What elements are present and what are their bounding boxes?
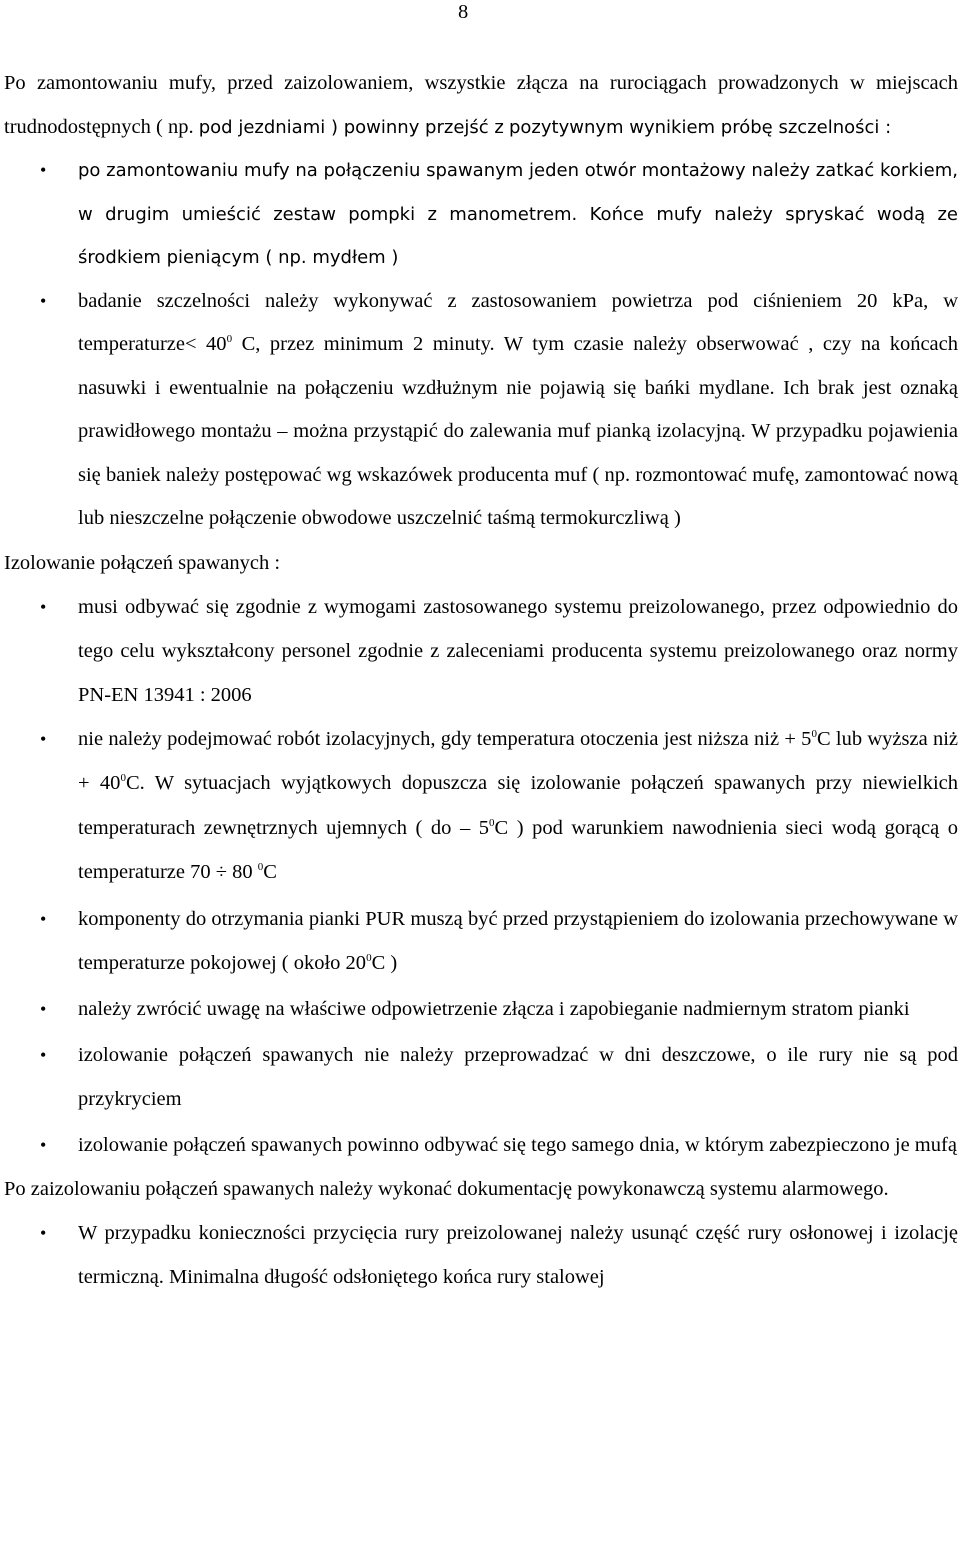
text-part: C ) pod warunkiem nawodnienia sieci wodą gorącą o temperaturze 70 ÷ 80	[78, 816, 958, 883]
superscript: 0	[811, 727, 817, 740]
superscript: 0	[366, 951, 372, 964]
intro-line-2-sans: pod jezdniami ) powinny przejść z	[198, 116, 504, 138]
insulation-rules-list	[4, 585, 958, 1167]
text-part: nie należy podejmować robót izolacyjnych, gdy temperatura otoczenia jest niższa niż + 5	[78, 727, 812, 750]
list-item-text: po zamontowaniu mufy na połączeniu spawanym jeden otwór montażowy należy zatkać korkiem, w drugim umieścić zestaw pompki z manometrem. Końce mufy należy spryskać wodą ze środkiem pieniącym ( np. mydłem )	[78, 160, 958, 268]
text-part: C. W sytuacjach wyjątkowych dopuszcza się izolowanie połączeń spawanych przy niewielkich temperaturach zewnętrznych ujemnych ( do – 5	[78, 772, 959, 839]
intro-line-1: Po zamontowaniu mufy, przed zaizolowaniem, wszystkie złącza na rurociągach	[4, 72, 707, 94]
intro-paragraph	[4, 62, 958, 149]
superscript: 0	[257, 861, 264, 874]
list-item-text: izolowanie połączeń spawanych nie należy przeprowadzać w dni deszczowe, o ile rury nie są pod przykryciem	[78, 1043, 958, 1110]
section-heading: Izolowanie połączeń spawanych :	[4, 551, 281, 574]
text-part: C, przez minimum 2 minuty. W tym czasie należy obserwować , czy na końcach nasuwki i ewentualnie na połączeniu wzdłużnym nie pojawią się bańki mydlane. Ich brak jest oznaką prawidłowego montażu – można przystąpić do zalewania muf pianką izolacyjną. W przypadku pojawienia się baniek należy postępować wg wskazówek producenta muf ( np. rozmontować mufę, zamontować nową lub nieszczelne połączenie obwodowe uszczelnić taśmą termokurczliwą )	[78, 333, 958, 529]
list-item	[4, 717, 958, 895]
list-item	[4, 585, 958, 717]
list-item-text	[78, 290, 958, 530]
list-item-text: izolowanie połączeń spawanych powinno odbywać się tego samego dnia, w którym zabezpieczono je mufą	[78, 1133, 957, 1156]
list-item-text: należy zwrócić uwagę na właściwe odpowietrzenie złącza i zapobieganie nadmiernym stratom pianki	[78, 997, 910, 1020]
page-number: 8	[458, 1, 469, 23]
bullet-icon: •	[40, 596, 47, 617]
text-part: C lub wyższa niż + 40	[78, 727, 959, 794]
list-item	[4, 1211, 958, 1299]
intro-line-2: prowadzonych w miejscach trudnodostępnych ( np.	[4, 72, 958, 138]
test-steps-list	[4, 149, 958, 541]
text-part: C )	[371, 951, 398, 974]
bullet-icon: •	[40, 908, 47, 929]
list-item-text	[78, 908, 958, 974]
text-part: C	[263, 861, 277, 883]
list-item-text	[78, 728, 958, 884]
bullet-icon: •	[40, 160, 47, 180]
list-item	[4, 280, 958, 541]
text-part: komponenty do otrzymania pianki PUR muszą być przed przystąpieniem do izolowania przechowywane w temperaturze pokojowej ( około 20	[78, 907, 958, 974]
list-item	[4, 1123, 958, 1167]
cutting-rules-list	[4, 1211, 958, 1299]
bullet-icon: •	[40, 1222, 47, 1243]
bullet-icon: •	[40, 290, 47, 311]
superscript: 0	[489, 816, 495, 829]
documentation-paragraph: Po zaizolowaniu połączeń spawanych należy wykonać dokumentację powykonawczą systemu alarmowego.	[4, 1177, 889, 1200]
bullet-icon: •	[40, 998, 47, 1019]
bullet-icon: •	[40, 1134, 47, 1155]
superscript: 0	[226, 333, 233, 346]
list-item	[4, 897, 958, 985]
bullet-icon: •	[40, 1044, 47, 1065]
text-part: badanie szczelności należy wykonywać z zastosowaniem powietrza pod ciśnieniem 20 kPa, w temperaturze< 40	[78, 289, 958, 355]
intro-line-3-sans: pozytywnym wynikiem próbę szczelności :	[508, 116, 892, 138]
document-body	[4, 62, 958, 1299]
list-item	[4, 987, 958, 1031]
superscript: 0	[120, 772, 126, 785]
list-item	[4, 1033, 958, 1121]
list-item-text: W przypadku konieczności przycięcia rury preizolowanej należy usunąć część rury osłonowej i izolację termiczną. Minimalna długość odsłoniętego końca rury stalowej	[78, 1221, 958, 1288]
bullet-icon: •	[40, 728, 47, 749]
list-item-text: musi odbywać się zgodnie z wymogami zastosowanego systemu preizolowanego, przez odpowiednio do tego celu wykształcony personel zgodnie z zaleceniami producenta systemu preizolowanego oraz normy PN-EN 13941 : 2006	[78, 595, 958, 706]
list-item	[4, 149, 958, 280]
